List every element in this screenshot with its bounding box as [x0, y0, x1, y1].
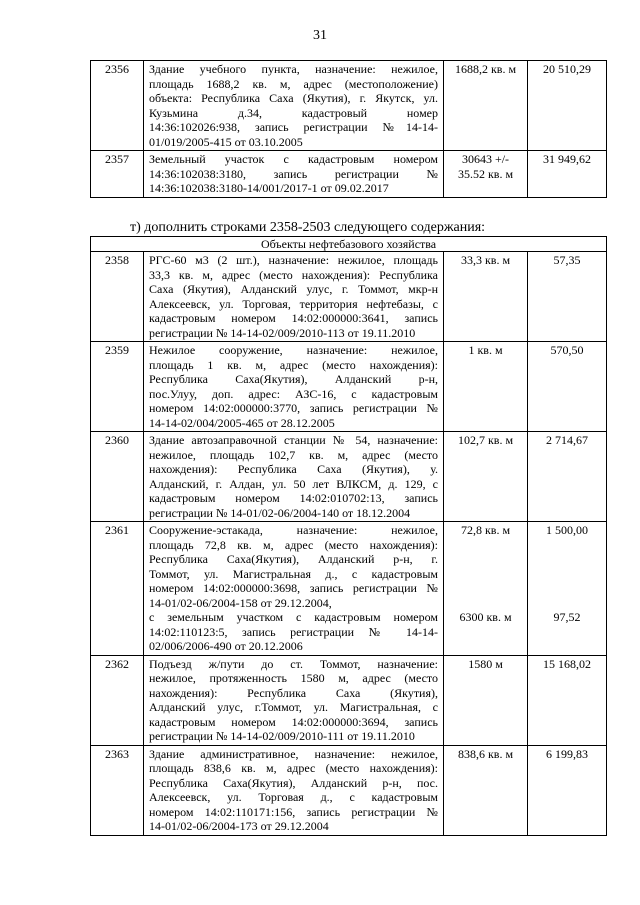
property-table-continued: [90, 60, 607, 198]
area-item: [449, 433, 522, 448]
description-line: нахождения): Республика Саха (Якутия),: [149, 685, 438, 700]
description-line: площадь 72,8 кв. м, адрес (место нахождения):: [149, 537, 438, 552]
description-line: кадастровым номером 14:02:010702:13, запись: [149, 491, 438, 505]
value-item: [533, 152, 601, 167]
table-row: [91, 342, 607, 432]
area-line: 72,8 кв. м: [460, 523, 511, 537]
area-line: 102,7 кв. м: [457, 433, 514, 447]
area-line: 6300 кв. м: [459, 610, 512, 624]
description-line: Саха (Якутия), Алданский улус, г. Томмот, мкр-н: [149, 282, 438, 296]
description-line: 14-14-02/004/2005-465 от 28.12.2005: [149, 415, 335, 430]
value-item: [533, 610, 601, 625]
description-line: Алданский улус, г.Томмот, ул. Магистральная, с: [149, 700, 438, 714]
description-line: Здание административное, назначение: нежилое,: [149, 746, 438, 761]
table-row: [91, 655, 607, 745]
area-item: [449, 62, 522, 77]
value-item: [533, 253, 601, 268]
section-header-row: [91, 237, 607, 252]
value-line: 570,50: [550, 343, 584, 357]
description-line: с земельным участком с кадастровым номером: [149, 610, 438, 624]
description-line: 01/019/2005-415 от 03.10.2005: [149, 134, 303, 149]
row-number: 2358: [91, 252, 144, 342]
table-body: [91, 252, 607, 836]
row-number: 2361: [91, 522, 144, 656]
table-head: [91, 237, 607, 252]
description-item: [149, 610, 438, 654]
property-table-added: [90, 236, 607, 836]
description-line: номером 14:02:000000:3770, запись регистрации №: [149, 401, 438, 415]
area-item: [449, 152, 522, 181]
area-item: [449, 610, 522, 625]
description-line: Сооружение-эстакада, назначение: нежилое,: [149, 523, 438, 537]
value-cell: [528, 522, 607, 656]
description-line: 14:02:110123:5, запись регистрации № 14-14-: [149, 624, 438, 639]
table-row: [91, 522, 607, 656]
area-cell: [444, 655, 528, 745]
description-line: Здание учебного пункта, назначение: нежилое,: [149, 62, 438, 76]
description-line: Подъезд ж/пути до ст. Томмот, назначение:: [149, 656, 438, 671]
description-line: номером 14:02:000000:3698, запись регистрации №: [149, 581, 438, 595]
area-line: 1688,2 кв. м: [454, 62, 517, 76]
value-line: 1 500,00: [546, 523, 589, 537]
description-line: объекта: Республика Саха (Якутия), г. Якутск, ул.: [149, 91, 438, 105]
value-cell: [528, 61, 607, 151]
description-line: регистрации № 14-14-02/009/2010-113 от 19.11.2010: [149, 325, 416, 340]
area-line: 30643 +/-: [461, 152, 510, 166]
description-line: 14:36:102038:3180, запись регистрации №: [149, 166, 438, 181]
value-line: 15 168,02: [543, 656, 592, 671]
description-line: Нежилое сооружение, назначение: нежилое,: [149, 343, 438, 357]
table-row: [91, 745, 607, 835]
table-row: [91, 252, 607, 342]
description-line: Республика Саха(Якутия), Алданский р-н, пос.: [149, 775, 438, 790]
area-line: 1 кв. м: [468, 343, 503, 357]
description-line: кадастровым номером 14:02:000000:3641, запись: [149, 311, 438, 325]
description-line: Томмот, ул. Магистральная д., с кадастровым: [149, 566, 438, 581]
description-item: [149, 523, 438, 610]
section-header: Объекты нефтебазового хозяйства: [91, 237, 607, 252]
value-item: [533, 433, 601, 448]
description-line: регистрации № 14-01/02-06/2004-140 от 18.12.2004: [149, 505, 411, 520]
value-line: 6 199,83: [546, 746, 589, 761]
table-row: [91, 151, 607, 198]
description-line: РГС-60 м3 (2 шт.), назначение: нежилое, площадь: [149, 253, 438, 267]
value-cell: [528, 432, 607, 522]
description-line: 33,3 кв. м, адрес (место нахождения): Республика: [149, 267, 438, 282]
area-item: [449, 343, 522, 358]
area-cell: [444, 745, 528, 835]
value-cell: [528, 252, 607, 342]
description-item: [149, 433, 438, 520]
description-line: Здание автозаправочной станции № 54, назначение:: [149, 433, 438, 447]
row-number: 2360: [91, 432, 144, 522]
area-cell: [444, 342, 528, 432]
area-cell: [444, 151, 528, 198]
object-description: [144, 342, 444, 432]
object-description: [144, 432, 444, 522]
amendment-instruction: т) дополнить строками 2358-2503 следующего содержания:: [130, 220, 486, 235]
value-cell: [528, 745, 607, 835]
value-item: [533, 657, 601, 672]
description-item: [149, 747, 438, 834]
description-line: Алексеевск, ул. Торговая д., с кадастровым: [149, 790, 438, 804]
value-line: 97,52: [553, 610, 581, 624]
row-number: 2357: [91, 151, 144, 198]
table-body: [91, 61, 607, 198]
area-item: [449, 657, 522, 672]
description-line: пос.Улуу, доп. адрес: АЗС-16, с кадастровым: [149, 386, 438, 401]
value-line: 57,35: [553, 253, 581, 267]
object-description: [144, 745, 444, 835]
object-description: [144, 61, 444, 151]
description-line: кадастровым номером 14:02:000000:3694, запись: [149, 714, 438, 729]
description-line: Республика Саха(Якутия), Алданский р-н, г.: [149, 552, 438, 566]
value-item: [533, 523, 601, 610]
description-item: [149, 62, 438, 149]
value-item: [533, 747, 601, 762]
description-item: [149, 152, 438, 196]
value-cell: [528, 342, 607, 432]
description-line: Республика Саха(Якутия), Алданский р-н,: [149, 372, 438, 386]
value-item: [533, 62, 601, 77]
description-line: 14:36:102038:3180-14/001/2017-1 от 09.02.2017: [149, 181, 389, 195]
area-item: [449, 523, 522, 610]
description-line: Земельный участок с кадастровым номером: [149, 152, 438, 166]
description-line: Алданский, г. Алдан, ул. 50 лет ВЛКСМ, д. 129, с: [149, 476, 438, 491]
object-description: [144, 522, 444, 656]
description-line: нежилое, площадь 102,7 кв. м, адрес (место: [149, 447, 438, 462]
description-line: площадь 1688,2 кв. м, адрес (местоположение): [149, 76, 438, 91]
table-row: [91, 432, 607, 522]
row-number: 2362: [91, 655, 144, 745]
description-item: [149, 253, 438, 340]
area-line: 33,3 кв. м: [460, 253, 511, 267]
value-line: 2 714,67: [546, 433, 589, 447]
area-line: 838,6 кв. м: [457, 746, 514, 761]
description-item: [149, 343, 438, 430]
description-line: площадь 838,6 кв. м, адрес (место нахождения):: [149, 761, 438, 775]
description-line: Кузьмина д.34, кадастровый номер: [149, 105, 438, 120]
row-number: 2359: [91, 342, 144, 432]
description-line: регистрации № 14-14-02/009/2010-111 от 19.11.2010: [149, 729, 415, 743]
description-item: [149, 657, 438, 744]
row-number: 2356: [91, 61, 144, 151]
value-cell: [528, 151, 607, 198]
value-cell: [528, 655, 607, 745]
page-number: 31: [313, 28, 327, 43]
row-number: 2363: [91, 745, 144, 835]
table-row: [91, 61, 607, 151]
area-cell: [444, 522, 528, 656]
value-line: 31 949,62: [543, 152, 591, 166]
object-description: [144, 151, 444, 198]
area-item: [449, 747, 522, 762]
description-line: нежилое, протяженность 1580 м, адрес (место: [149, 671, 438, 685]
area-cell: [444, 61, 528, 151]
description-line: Алексеевск, ул. Торговая, территория нефтебазы, с: [149, 296, 438, 311]
area-item: [449, 253, 522, 268]
description-line: 14-01/02-06/2004-158 от 29.12.2004,: [149, 595, 332, 610]
area-line: 35.52 кв. м: [457, 166, 514, 181]
object-description: [144, 252, 444, 342]
value-item: [533, 343, 601, 358]
description-line: 14:36:102026:938, запись регистрации №14-14-: [149, 120, 438, 134]
value-line: 20 510,29: [543, 62, 591, 76]
description-line: номером 14:02:110171:156, запись регистрации №: [149, 804, 438, 819]
area-cell: [444, 432, 528, 522]
description-line: 14-01/02-06/2004-173 от 29.12.2004: [149, 819, 329, 833]
description-line: 02/006/2006-490 от 20.12.2006: [149, 639, 303, 653]
description-line: нахождения): Республика Саха (Якутия), у.: [149, 462, 438, 476]
object-description: [144, 655, 444, 745]
description-line: площадь 1 кв. м, адрес (место нахождения):: [149, 357, 438, 372]
area-cell: [444, 252, 528, 342]
area-line: 1580 м: [468, 656, 503, 671]
